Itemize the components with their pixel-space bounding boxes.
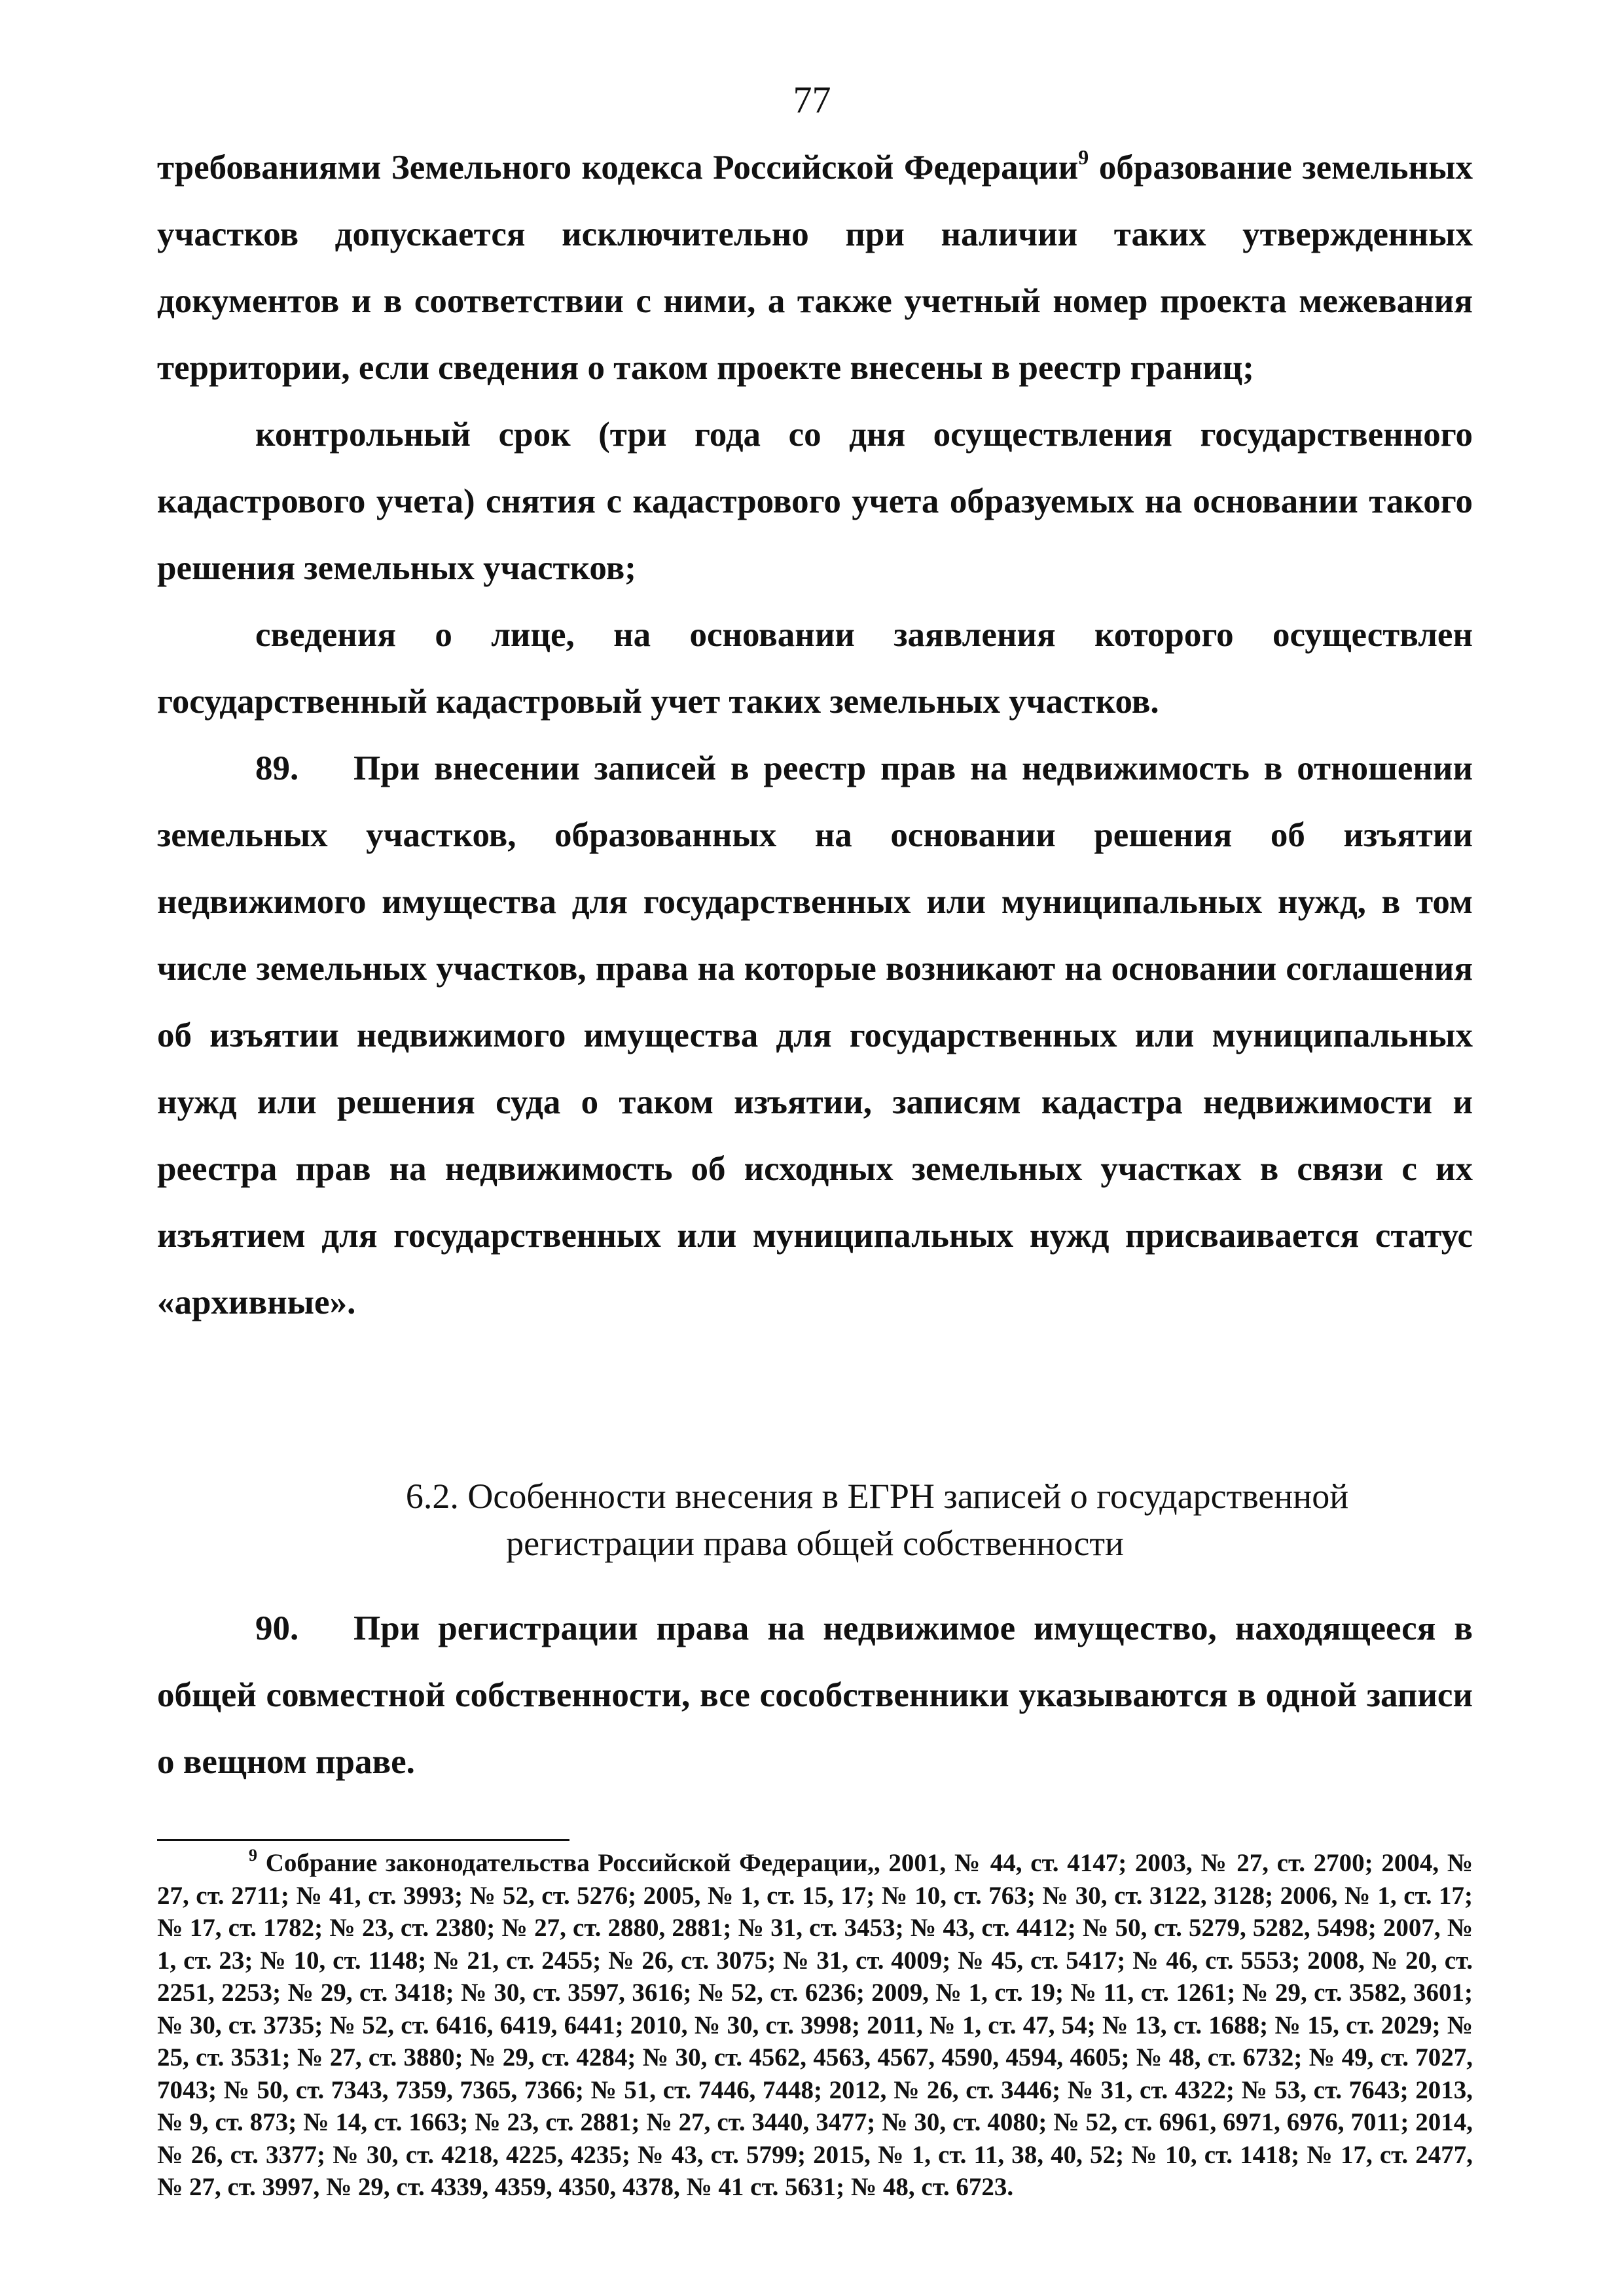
paragraph-number: 90. [255, 1609, 299, 1647]
section-title-line-1: 6.2. Особенности внесения в ЕГРН записей о государственной [405, 1477, 1349, 1516]
page-number: 77 [793, 79, 831, 121]
paragraph-90 [157, 1595, 1473, 1795]
footnote-ref[interactable]: 9 [1078, 145, 1089, 169]
footnote-separator [157, 1839, 569, 1841]
paragraph-continuation [157, 134, 1473, 401]
paragraph-89 [157, 735, 1473, 1336]
section-heading [157, 1473, 1473, 1567]
paragraph-text: При внесении записей в реестр прав на недвижимость в отношении земельных участков, образованных на основании решения об изъятии недвижимого имущества для государственных или муниципальных нужд, в том числе земельных участков, права на которые возникают на основании соглашения об изъятии недвижимого имущества для государственных или муниципальных нужд или решения суда о таком изъятии, записям кадастра недвижимости и реестра прав на недвижимость об исходных земельных участках в связи с их изъятием для государственных или муниципальных нужд присваивается статус «архивные». [157, 749, 1473, 1321]
footnote [157, 1847, 1473, 2204]
section-title-line-2: регистрации права общей собственности [506, 1524, 1124, 1563]
section-text-block [157, 1595, 1473, 1795]
main-text-block [157, 134, 1473, 1336]
paragraph-text: требованиями Земельного кодекса Российской Федерации [157, 149, 1079, 187]
footnote-text: Собрание законодательства Российской Федерации,, 2001, № 44, ст. 4147; 2003, № 27, ст. 2700; 2004, № 27, ст. 2711; № 41, ст. 3993; № 52, ст. 5276; 2005, № 1, ст. 15, 17; № 10, ст. 763; № 30, ст. 3122, 3128; 2006, № 1, ст. 17; № 17, ст. 1782; № 23, ст. 2380; № 27, ст. 2880, 2881; № 31, ст. 3453; № 43, ст. 4412; № 50, ст. 5279, 5282, 5498; 2007, № 1, ст. 23; № 10, ст. 1148; № 21, ст. 2455; № 26, ст. 3075; № 31, ст. 4009; № 45, ст. 5417; № 46, ст. 5553; 2008, № 20, ст. 2251, 2253; № 29, ст. 3418; № 30, ст. 3597, 3616; № 52, ст. 6236; 2009, № 1, ст. 19; № 11, ст. 1261; № 29, ст. 3582, 3601; № 30, ст. 3735; № 52, ст. 6416, 6419, 6441; 2010, № 30, ст. 3998; 2011, № 1, ст. 47, 54; № 13, ст. 1688; № 15, ст. 2029; № 25, ст. 3531; № 27, ст. 3880; № 29, ст. 4284; № 30, ст. 4562, 4563, 4567, 4590, 4594, 4605; № 48, ст. 6732; № 49, ст. 7027, 7043; № 50, ст. 7343, 7359, 7365, 7366; № 51, ст. 7446, 7448; 2012, № 26, ст. 3446; № 31, ст. 4322; № 53, ст. 7643; 2013, № 9, ст. 873; № 14, ст. 1663; № 23, ст. 2881; № 27, ст. 3440, 3477; № 30, ст. 4080; № 52, ст. 6961, 6971, 6976, 7011; 2014, № 26, ст. 3377; № 30, ст. 4218, 4225, 4235; № 43, ст. 5799; 2015, № 1, ст. 11, 38, 40, 52; № 10, ст. 1418; № 17, ст. 2477, № 27, ст. 3997, № 29, ст. 4339, 4359, 4350, 4378, № 41 ст. 5631; № 48, ст. 6723. [157, 1849, 1473, 2201]
paragraph-number: 89. [255, 749, 299, 787]
paragraph-control-term: контрольный срок (три года со дня осуществления государственного кадастрового учета) снятия с кадастрового учета образуемых на основании такого решения земельных участков; [157, 416, 1473, 587]
footnote-marker: 9 [249, 1846, 257, 1865]
paragraph-text: образование земельных участков допускается исключительно при наличии таких утвержденных документов и в соответствии с ними, а также учетный номер проекта межевания территории, если сведения о таком проекте внесены в реестр границ; [157, 149, 1473, 387]
paragraph-person-info: сведения о лице, на основании заявления которого осуществлен государственный кадастровый учет таких земельных участков. [157, 616, 1473, 721]
paragraph-text: При регистрации права на недвижимое имущество, находящееся в общей совместной собственности, все сособственники указываются в одной записи о вещном праве. [157, 1609, 1473, 1781]
